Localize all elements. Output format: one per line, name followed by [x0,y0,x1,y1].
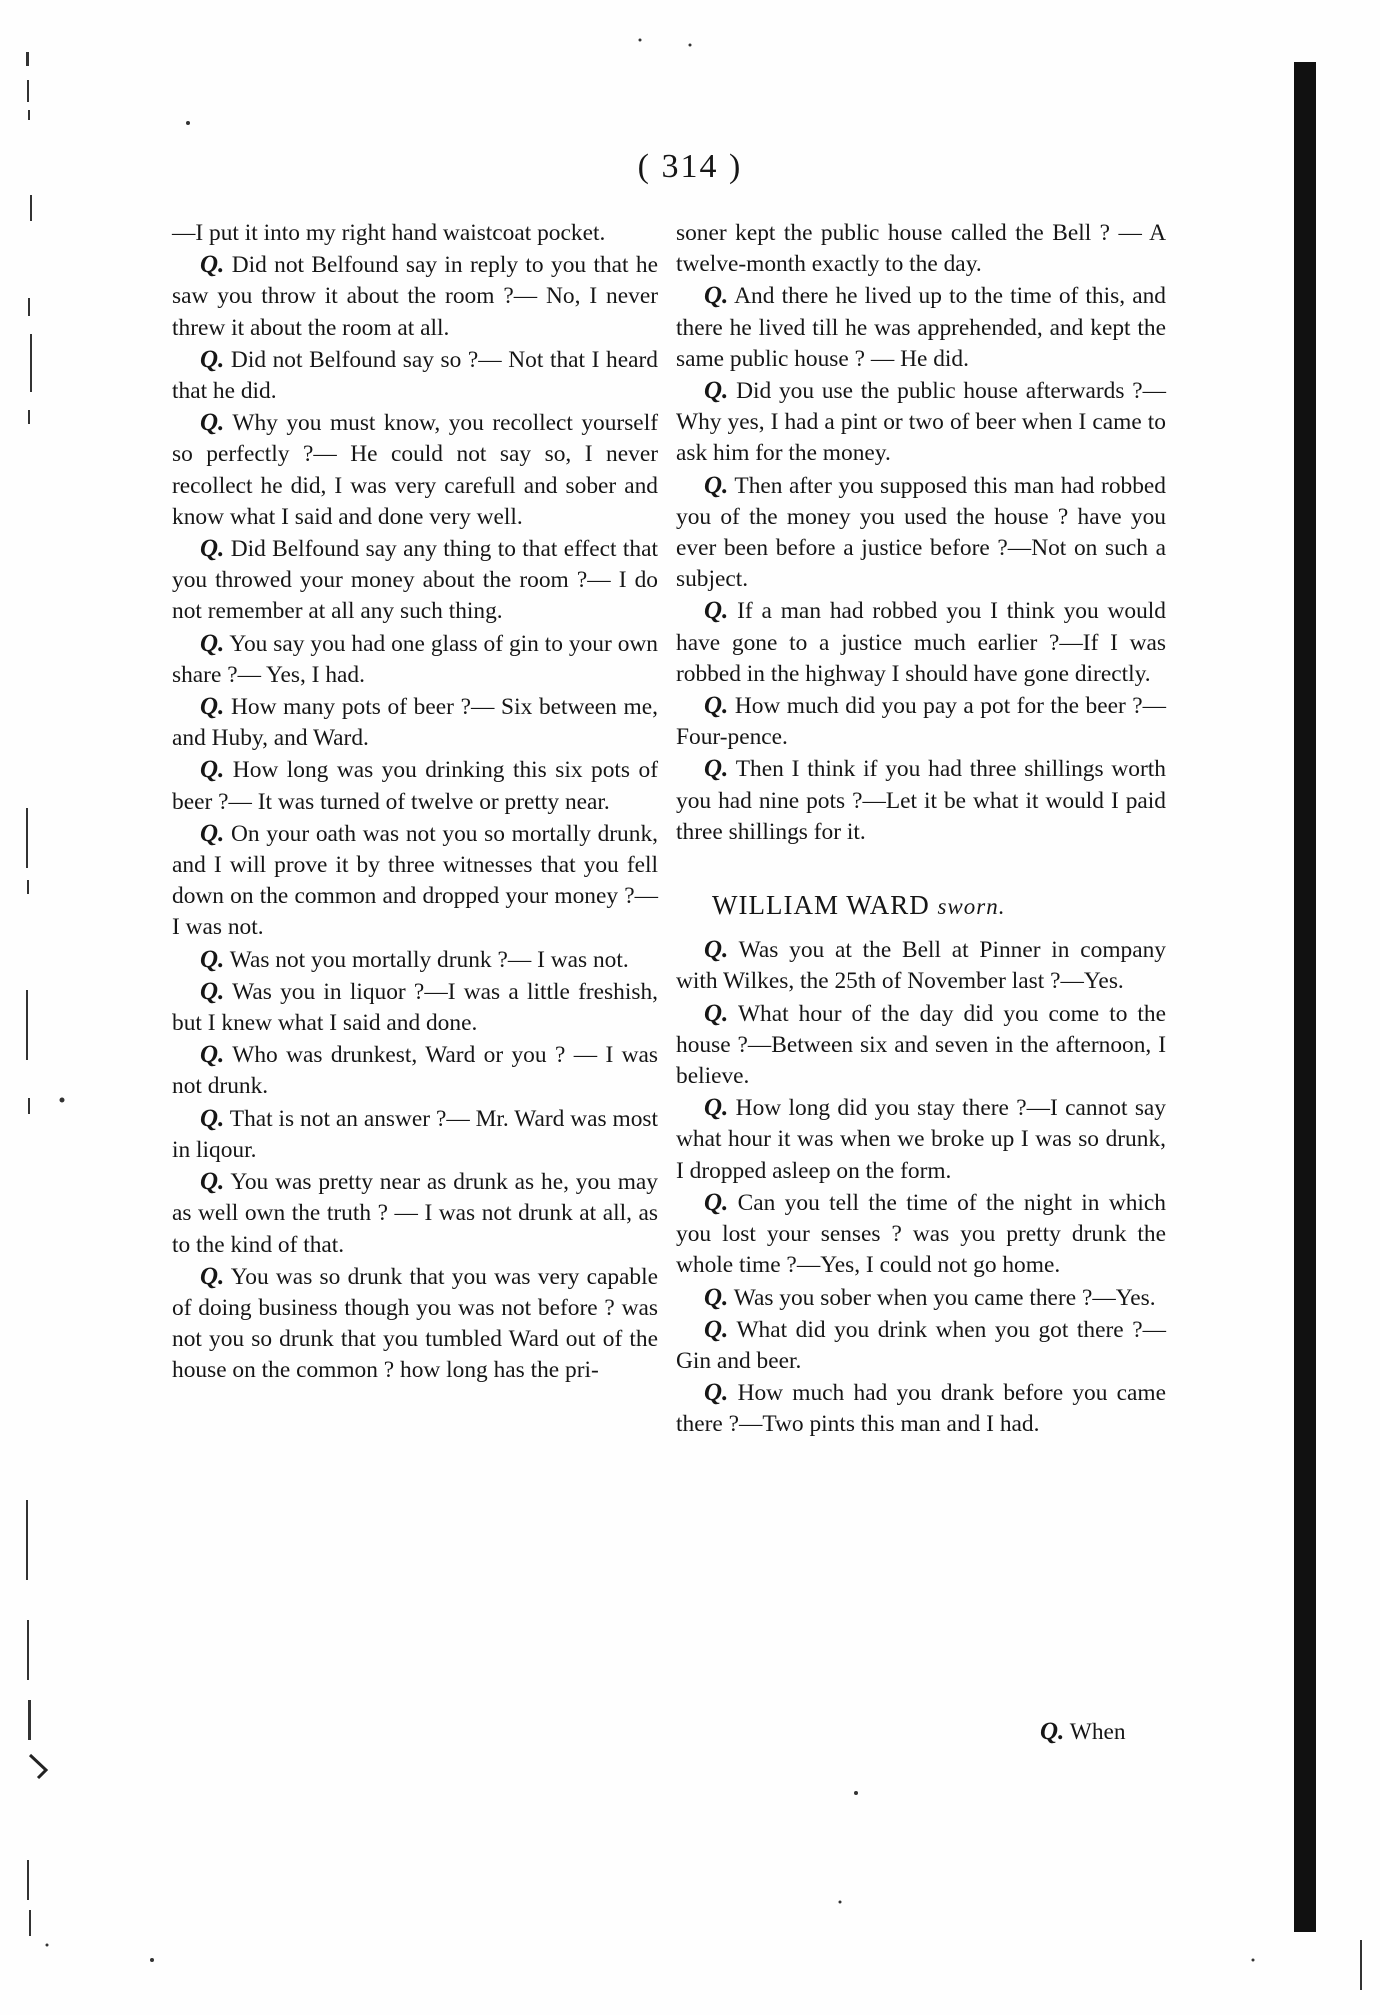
question-mark: Q. [200,1168,225,1196]
paragraph [676,690,1166,753]
question-mark: Q. [200,535,225,563]
paragraph [172,1261,658,1387]
question-mark: Q. [200,251,225,279]
paragraph [172,628,658,691]
witness-sworn: sworn. [937,894,1006,920]
paragraph [172,407,658,533]
question-mark: Q. [200,409,225,437]
paragraph [172,944,658,976]
paragraph [676,375,1166,470]
paragraph-text: And there he lived up to the time of this, and there he lived till he was apprehended, and kept the same public house ? — He did. [676,283,1166,372]
paragraph-text: Who was drunkest, Ward or you ? — I was not drunk. [172,1042,658,1100]
paragraph-text: If a man had robbed you I think you would have gone to a justice much earlier ?—If I was robbed in the highway I should have gone directly. [676,598,1166,687]
paragraph-text: Why you must know, you recollect yourself so perfectly ?— He could not say so, I never recollect he did, I was very carefull and sober and know what I said and done very well. [172,410,658,530]
paragraph-text: Was you at the Bell at Pinner in company with Wilkes, the 25th of November last ?—Yes. [676,937,1166,995]
binding-edge-shadow [1294,62,1316,1932]
left-column [172,218,658,1387]
witness-heading [676,890,1166,922]
question-mark: Q. [704,999,729,1027]
question-mark: Q. [704,936,729,964]
paragraph-text: —I put it into my right hand waistcoat pocket. [172,220,606,246]
paragraph-text: Can you tell the time of the night in which you lost your senses ? was you pretty drunk the whole time ?—Yes, I could not go home. [676,1189,1166,1279]
paragraph-text: How much did you pay a pot for the beer ?—Four-pence. [676,693,1167,751]
question-mark: Q. [704,471,729,499]
question-mark: Q. [200,756,225,784]
paragraph [172,1103,658,1166]
question-mark: Q. [704,755,729,783]
paragraph [172,976,658,1039]
question-mark: Q. [704,377,729,405]
question-mark: Q. [704,1379,729,1407]
question-mark: Q. [704,282,729,310]
paragraph-text: Was you in liquor ?—I was a little freshish, but I knew what I said and done. [172,978,658,1037]
question-mark: Q. [704,1188,729,1216]
question-mark: Q. [200,693,225,721]
paragraph-text: You was so drunk that you was very capable of doing business though you was not before ? was not you so drunk that you tumbled Ward out of the house on the common ? how long has the pri- [172,1263,659,1384]
paragraph-text: You was pretty near as drunk as he, you may as well own the truth ? — I was not drunk at all, as to the kind of that. [172,1169,658,1258]
paragraph [172,344,658,407]
catchword [1040,1718,1126,1746]
question-mark: Q. [704,692,729,720]
paragraph [676,470,1166,596]
paragraph-text: Then after you supposed this man had robbed you of the money you used the house ? have you ever been before a justice before ?—Not on such a subject. [676,472,1166,593]
paragraph [676,218,1166,280]
paragraph [676,998,1166,1093]
paragraph-text: How long was you drinking this six pots of beer ?— It was turned of twelve or pretty near. [172,757,658,815]
question-mark: Q. [200,1262,225,1290]
paragraph [676,280,1166,375]
question-mark: Q. [704,1283,729,1311]
paragraph-text: How much had you drank before you came there ?—Two pints this man and I had. [676,1380,1166,1438]
paragraph-text: Was not you mortally drunk ?— I was not. [229,946,629,973]
paragraph-text: You say you had one glass of gin to your own share ?— Yes, I had. [172,630,658,688]
paragraph [676,1282,1166,1314]
paragraph-text: Did not Belfound say so ?— Not that I heard that he did. [172,346,658,405]
paragraph [676,1092,1166,1187]
paragraph-text: What did you drink when you got there ?—Gin and beer. [676,1316,1166,1374]
paragraph-text: How many pots of beer ?— Six between me, and Huby, and Ward. [172,694,658,752]
question-mark: Q. [1040,1718,1065,1745]
paragraph [676,1377,1166,1440]
paragraph [676,1187,1166,1282]
question-mark: Q. [200,977,225,1005]
paragraph [172,1166,658,1261]
paragraph [172,249,658,344]
witness-name: WILLIAM WARD [712,890,930,921]
question-mark: Q. [200,1041,225,1069]
right-column [676,218,1166,1441]
question-mark: Q. [200,345,225,373]
question-mark: Q. [200,1104,225,1132]
question-mark: Q. [704,597,729,625]
page-number: ( 314 ) [637,148,743,185]
paragraph [172,754,658,817]
paragraph [172,218,658,249]
question-mark: Q. [704,1315,729,1343]
paragraph-text: Was you sober when you came there ?—Yes. [733,1284,1156,1311]
paragraph-text: Did you use the public house afterwards ?—Why yes, I had a pint or two of beer when I came to ask him for the money. [676,378,1166,467]
question-mark: Q. [200,819,225,847]
paragraph-text: On your oath was not you so mortally drunk, and I will prove it by three witnesses that you fell down on the common and dropped your money ?— I was not. [172,820,658,941]
paragraph [172,691,658,754]
paragraph-text: Did not Belfound say in reply to you that he saw you throw it about the room ?— No, I never threw it about the room at all. [172,252,658,341]
paragraph-text: Then I think if you had three shillings worth you had nine pots ?—Let it be what it would I paid three shillings for it. [676,756,1166,845]
paragraph-text: How long did you stay there ?—I cannot say what hour it was when we broke up I was so drunk, I dropped asleep on the form. [676,1095,1166,1184]
question-mark: Q. [200,945,225,973]
paragraph-text: That is not an answer ?— Mr. Ward was most in liqour. [172,1105,658,1163]
catchword-text: When [1069,1719,1126,1745]
paragraph [172,1039,658,1102]
paragraph [676,595,1166,690]
paragraph-text: soner kept the public house called the Bell ? — A twelve-month exactly to the day. [676,220,1166,278]
paragraph [172,818,658,944]
paragraph [172,533,658,628]
question-mark: Q. [704,1094,729,1122]
right-column-before-heading [676,218,1166,848]
question-mark: Q. [200,629,225,657]
paragraph [676,1314,1166,1377]
paragraph [676,934,1166,997]
paragraph-text: What hour of the day did you come to the house ?—Between six and seven in the afternoon, I believe. [676,1000,1166,1090]
paragraph-text: Did Belfound say any thing to that effect that you throwed your money about the room ?— I do not remember at all any such thing. [172,536,658,625]
right-column-after-heading [676,934,1166,1440]
paragraph [676,753,1166,848]
